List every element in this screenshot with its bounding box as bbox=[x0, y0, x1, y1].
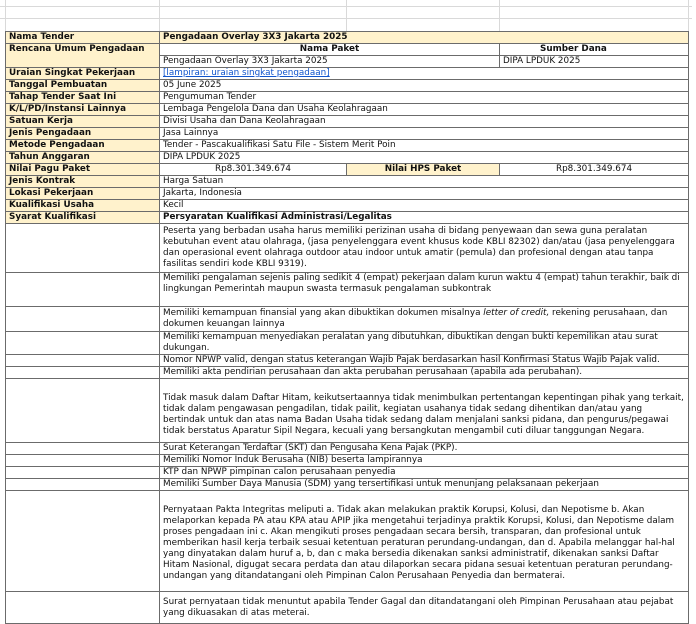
requirement-daftar-hitam: Tidak masuk dalam Daftar Hitam, keikutsertaannya tidak menimbulkan pertentangan kepentingan pihak yang terkait, tidak dalam pengawasan pengadilan, tidak pailit, kegiatan usahanya tidak sedang dihentikan dan/atau yang bertindak untuk dan atas nama Badan Usaha tidak sedang dalam menjalani sanksi pidana, dan pengurus/pegawai tidak berstatus Aparatur Sipil Negara, kecuali yang bersangkutan mengambil cuti diluar tanggungan Negara. bbox=[160, 379, 689, 443]
row-instansi bbox=[6, 104, 689, 116]
value-tahap-tender: Pengumuman Tender bbox=[160, 92, 689, 104]
header-sumber-dana: Sumber Dana bbox=[500, 44, 689, 56]
label-lokasi-pekerjaan: Lokasi Pekerjaan bbox=[6, 188, 160, 200]
row-tanggal bbox=[6, 80, 689, 92]
value-nama-tender: Pengadaan Overlay 3X3 Jakarta 2025 bbox=[160, 32, 689, 44]
value-tanggal-pembuatan: 05 June 2025 bbox=[160, 80, 689, 92]
row-kualifikasi bbox=[6, 200, 689, 212]
requirement-finansial-text: Memiliki kemampuan finansial yang akan dibuktikan dokumen misalnya bbox=[163, 308, 484, 318]
requirement-nib: Memiliki Nomor Induk Berusaha (NIB) beserta lampirannya bbox=[160, 455, 689, 467]
label-jenis-pengadaan: Jenis Pengadaan bbox=[6, 128, 160, 140]
row-nilai bbox=[6, 164, 689, 176]
row-syarat bbox=[6, 212, 689, 224]
row-tahap bbox=[6, 92, 689, 104]
value-nilai-pagu: Rp8.301.349.674 bbox=[160, 164, 347, 176]
requirement-ktp-npwp: KTP dan NPWP pimpinan calon perusahaan penyedia bbox=[160, 467, 689, 479]
requirement-finansial-text-2: rekening perusahaan, dan dokumen keuangan lainnya bbox=[163, 308, 668, 329]
requirement-akta: Memiliki akta pendirian perusahaan dan akta perubahan perusahaan (apabila ada perubahan). bbox=[160, 367, 689, 379]
uraian-attachment-link[interactable]: [lampiran: uraian singkat pengadaan] bbox=[163, 68, 330, 78]
value-kualifikasi-usaha: Kecil bbox=[160, 200, 689, 212]
requirement-pakta-integritas: Pernyataan Pakta Integritas meliputi a. Tidak akan melakukan praktik Korupsi, Kolusi, dan Nepotisme b. Akan melaporkan kepada PA atau KPA atau APIP jika mengetahui terjadinya praktik Korupsi, Kolusi, dan Nepotisme dalam proses pengadaan ini c. Akan mengikuti proses pengadaan secara bersih, transparan, dan profesional untuk memberikan hasil kerja terbaik sesuai ketentuan peraturan perundang-undangan, dan d. Apabila melanggar hal-hal yang dinyatakan dalam huruf a, b, dan c maka bersedia dikenakan sanksi administratif, dikenakan sanksi Daftar Hitam Nasional, digugat secara perdata dan atau dilaporkan secara pidana sesuai ketentuan peraturan perundang-undangan yang ditandatangani oleh Pimpinan Calon Perusahaan Penyedia dan bermaterai. bbox=[160, 491, 689, 592]
label-uraian-singkat: Uraian Singkat Pekerjaan bbox=[6, 68, 160, 80]
label-kualifikasi-usaha: Kualifikasi Usaha bbox=[6, 200, 160, 212]
value-instansi: Lembaga Pengelola Dana dan Usaha Keolahragaan bbox=[160, 104, 689, 116]
value-nilai-hps: Rp8.301.349.674 bbox=[500, 164, 689, 176]
label-rencana-umum-pengadaan: Rencana Umum Pengadaan bbox=[6, 44, 160, 68]
requirement-row bbox=[6, 491, 689, 592]
value-satuan-kerja: Divisi Usaha dan Dana Keolahragaan bbox=[160, 116, 689, 128]
requirement-tender-gagal: Surat pernyataan tidak menuntut apabila Tender Gagal dan ditandatangani oleh Pimpinan Perusahaan atau pejabat yang dikuasakan di atas meterai. bbox=[160, 592, 689, 624]
label-tahun-anggaran: Tahun Anggaran bbox=[6, 152, 160, 164]
requirement-finansial bbox=[160, 307, 689, 332]
empty-grid-rows bbox=[0, 0, 692, 32]
label-nilai-pagu: Nilai Pagu Paket bbox=[6, 164, 160, 176]
header-nama-paket: Nama Paket bbox=[160, 44, 500, 56]
value-nama-paket: Pengadaan Overlay 3X3 Jakarta 2025 bbox=[160, 56, 500, 68]
tender-table bbox=[5, 31, 689, 624]
label-instansi: K/L/PD/Instansi Lainnya bbox=[6, 104, 160, 116]
label-nama-tender: Nama Tender bbox=[6, 32, 160, 44]
value-lokasi-pekerjaan: Jakarta, Indonesia bbox=[160, 188, 689, 200]
value-syarat-kualifikasi: Persyaratan Kualifikasi Administrasi/Legalitas bbox=[160, 212, 689, 224]
value-sumber-dana: DIPA LPDUK 2025 bbox=[500, 56, 689, 68]
label-nilai-hps: Nilai HPS Paket bbox=[347, 164, 500, 176]
row-lokasi bbox=[6, 188, 689, 200]
label-satuan-kerja: Satuan Kerja bbox=[6, 116, 160, 128]
requirement-skt-pkp: Surat Keterangan Terdaftar (SKT) dan Pengusaha Kena Pajak (PKP). bbox=[160, 443, 689, 455]
requirement-row bbox=[6, 479, 689, 491]
row-jenis-kontrak bbox=[6, 176, 689, 188]
value-metode-pengadaan: Tender - Pascakualifikasi Satu File - Sistem Merit Poin bbox=[160, 140, 689, 152]
requirement-npwp: Nomor NPWP valid, dengan status keterangan Wajib Pajak berdasarkan hasil Konfirmasi Status Wajib Pajak valid. bbox=[160, 355, 689, 367]
requirement-sdm: Memiliki Sumber Daya Manusia (SDM) yang tersertifikasi untuk menunjang pelaksanaan pekerjaan bbox=[160, 479, 689, 491]
requirement-finansial-italic: letter of credit, bbox=[483, 308, 550, 318]
requirement-row bbox=[6, 273, 689, 307]
requirement-row bbox=[6, 307, 689, 332]
row-nama-tender bbox=[6, 32, 689, 44]
row-satuan-kerja bbox=[6, 116, 689, 128]
requirement-row bbox=[6, 379, 689, 443]
label-syarat-kualifikasi: Syarat Kualifikasi bbox=[6, 212, 160, 224]
requirement-row bbox=[6, 443, 689, 455]
row-jenis-pengadaan bbox=[6, 128, 689, 140]
label-tanggal-pembuatan: Tanggal Pembuatan bbox=[6, 80, 160, 92]
row-metode bbox=[6, 140, 689, 152]
row-tahun bbox=[6, 152, 689, 164]
requirement-row bbox=[6, 355, 689, 367]
label-tahap-tender: Tahap Tender Saat Ini bbox=[6, 92, 160, 104]
row-uraian bbox=[6, 68, 689, 80]
uraian-link-cell bbox=[160, 68, 689, 80]
row-rup-header bbox=[6, 44, 689, 56]
value-tahun-anggaran: DIPA LPDUK 2025 bbox=[160, 152, 689, 164]
label-metode-pengadaan: Metode Pengadaan bbox=[6, 140, 160, 152]
value-jenis-kontrak: Harga Satuan bbox=[160, 176, 689, 188]
requirement-row bbox=[6, 367, 689, 379]
requirement-perizinan: Peserta yang berbadan usaha harus memiliki perizinan usaha di bidang penyewaan dan sewa guna peralatan kebutuhan event atau olahraga, (jasa penyelenggara event khusus kode KBLI 82302) dan/atau (jasa penyelenggara dan operasional event olahraga outdoor atau indoor untuk amatir (pemula) dan profesional dengan atau tanpa fasilitas sendiri kode KBLI 9319). bbox=[160, 224, 689, 273]
value-jenis-pengadaan: Jasa Lainnya bbox=[160, 128, 689, 140]
label-jenis-kontrak: Jenis Kontrak bbox=[6, 176, 160, 188]
requirement-row bbox=[6, 332, 689, 355]
requirement-row bbox=[6, 467, 689, 479]
requirement-row bbox=[6, 455, 689, 467]
requirement-peralatan: Memiliki kemampuan menyediakan peralatan yang dibutuhkan, dibuktikan dengan bukti kepemilikan atau surat dukungan. bbox=[160, 332, 689, 355]
requirement-row bbox=[6, 224, 689, 273]
requirement-pengalaman: Memiliki pengalaman sejenis paling sedikit 4 (empat) pekerjaan dalam kurun waktu 4 (empat) tahun terakhir, baik di lingkungan Pemerintah maupun swasta termasuk pengalaman subkontrak bbox=[160, 273, 689, 307]
